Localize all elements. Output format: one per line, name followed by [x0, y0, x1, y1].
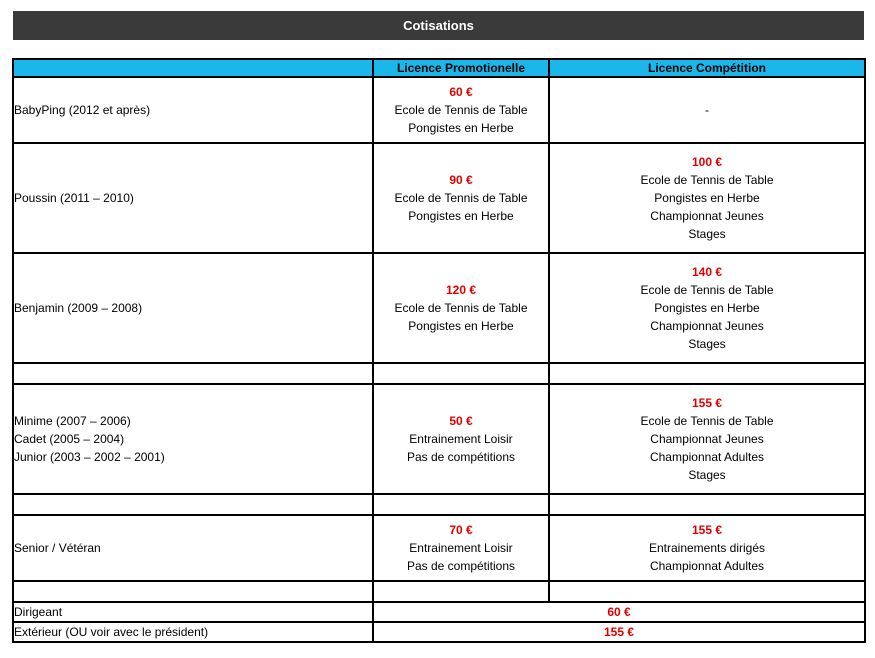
competition-cell: [549, 77, 865, 143]
price: 155 €: [373, 622, 865, 642]
price: 100 €: [691, 155, 723, 169]
offer-item: Pongistes en Herbe: [408, 209, 514, 223]
offer-item: Pongistes en Herbe: [408, 121, 514, 135]
offer-item: Ecole de Tennis de Table: [394, 103, 528, 117]
offer-item: Pongistes en Herbe: [408, 319, 514, 333]
promo-cell: [373, 515, 549, 581]
offer-item: Pas de compétitions: [406, 450, 516, 464]
category-label: Minime (2007 – 2006): [14, 414, 131, 428]
offer-item: Stages: [688, 337, 726, 351]
category-label: Junior (2003 – 2002 – 2001): [14, 450, 165, 464]
header-competition: Licence Compétition: [549, 59, 865, 77]
offer-item: Ecole de Tennis de Table: [640, 173, 774, 187]
offer-item: Ecole de Tennis de Table: [640, 414, 774, 428]
competition-cell: [549, 143, 865, 253]
offer-item: Entrainement Loisir: [409, 432, 513, 446]
header-promo: Licence Promotionelle: [373, 59, 549, 77]
spacer-row: [13, 494, 865, 515]
table-row: [13, 515, 865, 581]
competition-cell: [549, 384, 865, 494]
offer-item: Championnat Adultes: [649, 559, 765, 573]
category-label: Poussin (2011 – 2010): [14, 191, 134, 205]
table-row-dirigeant: [13, 602, 865, 622]
category-cell: [13, 253, 373, 363]
promo-cell: [373, 143, 549, 253]
offer-item: Championnat Jeunes: [650, 319, 764, 333]
price: 60 €: [449, 85, 473, 99]
promo-cell: [373, 253, 549, 363]
spacer-row: [13, 363, 865, 384]
promo-cell: [373, 77, 549, 143]
spacer-row: [13, 581, 865, 602]
category-cell: [13, 384, 373, 494]
table-row: [13, 253, 865, 363]
offer-item: Ecole de Tennis de Table: [394, 191, 528, 205]
fees-table: [12, 58, 866, 643]
category-label: Cadet (2005 – 2004): [14, 432, 125, 446]
header-category: [13, 59, 373, 77]
promo-cell: [373, 384, 549, 494]
offer-item: Pas de compétitions: [406, 559, 516, 573]
offer-item: Entrainement Loisir: [409, 541, 513, 555]
offer-item: Stages: [688, 468, 726, 482]
table-row: [13, 384, 865, 494]
category-cell: [13, 143, 373, 253]
table-row: [13, 77, 865, 143]
category-label: BabyPing (2012 et après): [14, 103, 151, 117]
offer-item: Championnat Jeunes: [650, 209, 764, 223]
competition-cell: [549, 253, 865, 363]
category-cell: [13, 515, 373, 581]
offer-item: Ecole de Tennis de Table: [640, 283, 774, 297]
price: 155 €: [691, 396, 723, 410]
table-row: [13, 143, 865, 253]
page-title: Cotisations: [13, 11, 864, 40]
offer-item: Championnat Jeunes: [650, 432, 764, 446]
offer-item: Stages: [688, 227, 726, 241]
offer-item: Pongistes en Herbe: [654, 191, 760, 205]
category-label: Benjamin (2009 – 2008): [14, 301, 143, 315]
competition-cell: [549, 515, 865, 581]
price: 60 €: [373, 602, 865, 622]
price: 140 €: [691, 265, 723, 279]
offer-item: -: [705, 103, 709, 117]
category-label: Dirigeant: [13, 602, 373, 622]
price: 50 €: [449, 414, 473, 428]
category-label: Extérieur (OU voir avec le président): [13, 622, 373, 642]
price: 90 €: [449, 173, 473, 187]
price: 120 €: [445, 283, 477, 297]
category-label: Senior / Vétéran: [14, 541, 101, 555]
table-row-exterieur: [13, 622, 865, 642]
table-header-row: [13, 59, 865, 77]
price: 70 €: [449, 523, 473, 537]
offer-item: Entrainements dirigés: [648, 541, 766, 555]
offer-item: Championnat Adultes: [649, 450, 765, 464]
price: 155 €: [691, 523, 723, 537]
offer-item: Ecole de Tennis de Table: [394, 301, 528, 315]
offer-item: Pongistes en Herbe: [654, 301, 760, 315]
category-cell: [13, 77, 373, 143]
